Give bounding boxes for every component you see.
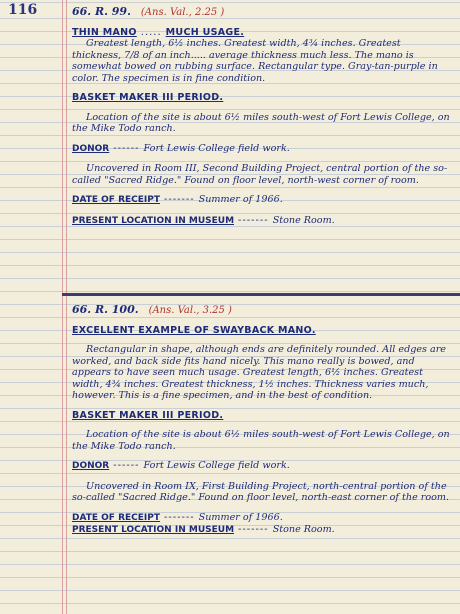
item-description: Greatest length, 6½ inches. Greatest width, 4¾ inches. Greatest thickness, 7/8 of an inch..... average thickness much less. The mano is somewhat bowed on rubbing surface. Rectangular type. Gray-tan-purple in color. The specimen is in fine condition. <box>72 38 438 84</box>
site-location: Location of the site is about 6½ miles south-west of Fort Lewis College, on the Mike Todo ranch. <box>72 429 450 452</box>
item-heading: EXCELLENT EXAMPLE OF SWAYBACK MANO. <box>72 324 316 336</box>
museum-location-label: PRESENT LOCATION IN MUSEUM <box>72 215 235 226</box>
appraised-value: (Ans. Val., 2.25 ) <box>140 7 225 18</box>
item-heading: THIN MANO <box>72 26 137 38</box>
donor-label: DONOR <box>72 461 110 471</box>
item-subheading: MUCH USAGE. <box>165 26 245 38</box>
museum-location-value: Stone Room. <box>272 524 335 535</box>
donor-value: Fort Lewis College field work. <box>143 142 290 154</box>
page-number: 116 <box>8 2 38 18</box>
excavation-note: Uncovered in Room III, Second Building Project, central portion of the so-called "Sacred Ridge." Found on floor level, north-west corner of room. <box>72 163 448 186</box>
catalog-number: 66. R. 99. <box>72 5 131 18</box>
period: BASKET MAKER III PERIOD. <box>72 92 224 103</box>
museum-location-value: Stone Room. <box>272 214 335 226</box>
receipt-value: Summer of 1966. <box>198 511 283 523</box>
receipt-value: Summer of 1966. <box>198 194 283 205</box>
site-location: Location of the site is about 6½ miles south-west of Fort Lewis College, on the Mike Todo ranch. <box>72 111 450 134</box>
catalog-entry: 66. R. 99. (Ans. Val., 2.25 ) THIN MANO ..... MUCH USAGE. Greatest length, 6½ inches. Greatest width, 4¾ inches. Greatest thickness, 7/8 of an inch..... average thickness much less. The mano is somewhat bowed on rubbing surface. Rectangular type. Gray-tan-purple in color. The specimen is in fine condition. BASKET MAKER III PERIOD. Location of the site is about 6½ miles south-west of Fort Lewis College, on the Mike Todo ranch. DONOR ------ Fort Lewis College field work. Uncovered in Room III, Second Building Project, central portion of the so-called "Sacred Ridge." Found on floor level, north-west corner of room. DATE OF RECEIPT ------- Summer of 1966. PRESENT LOCATION IN MUSEUM ------- Stone Room. <box>72 5 450 226</box>
receipt-label: DATE OF RECEIPT <box>72 195 161 205</box>
donor-value: Fort Lewis College field work. <box>143 460 290 471</box>
period: BASKET MAKER III PERIOD. <box>72 409 224 421</box>
section-divider <box>62 293 460 296</box>
excavation-note: Uncovered in Room IX, First Building Project, north-central portion of the so-called "Sacred Ridge." Found on floor level, north-east corner of the room. <box>72 480 450 503</box>
catalog-entry: 66. R. 100. (Ans. Val., 3.25 ) EXCELLENT EXAMPLE OF SWAYBACK MANO. Rectangular in shape, although ends are definitely rounded. All edges are worked, and back side fits hand nicely. This mano really is bowed, and appears to have seen much usage. Greatest length, 6½ inches. Greatest width, 4¾ inches. Greatest thickness, 1½ inches. Thickness varies much, however. This is a fine specimen, and in the best of condition. BASKET MAKER III PERIOD. Location of the site is about 6½ miles south-west of Fort Lewis College, on the Mike Todo ranch. DONOR ------ Fort Lewis College field work. Uncovered in Room IX, First Building Project, north-central portion of the so-called "Sacred Ridge." Found on floor level, north-east corner of the room. DATE OF RECEIPT ------- Summer of 1966. PRESENT LOCATION IN MUSEUM ------- Stone Room. <box>72 303 450 535</box>
item-description: Rectangular in shape, although ends are definitely rounded. All edges are worked, and back side fits hand nicely. This mano really is bowed, and appears to have seen much usage. Greatest length, 6½ inches. Greatest width, 4¾ inches. Greatest thickness, 1½ inches. Thickness varies much, however. This is a fine specimen, and in the best of condition. <box>72 344 446 401</box>
museum-location-label: PRESENT LOCATION IN MUSEUM <box>72 525 235 535</box>
donor-label: DONOR <box>72 143 110 154</box>
receipt-label: DATE OF RECEIPT <box>72 512 161 523</box>
catalog-number: 66. R. 100. <box>72 303 139 316</box>
margin-line <box>62 0 63 614</box>
margin-line <box>66 0 67 614</box>
appraised-value: (Ans. Val., 3.25 ) <box>148 305 232 316</box>
